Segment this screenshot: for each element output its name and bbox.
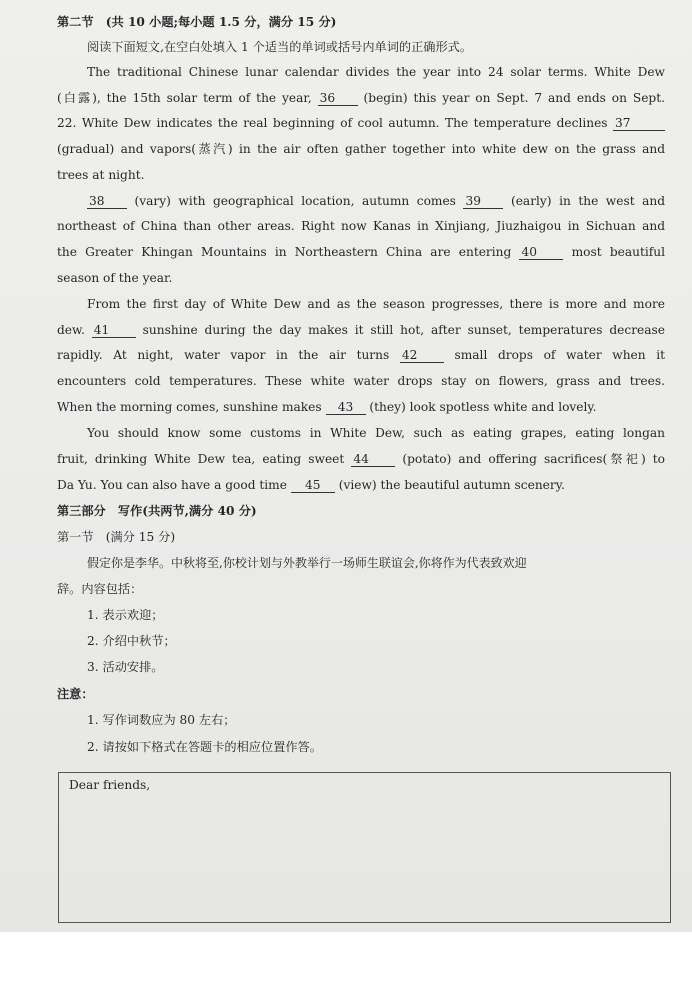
blank-37[interactable]: 37	[613, 116, 665, 131]
blank-38[interactable]: 38	[87, 194, 127, 209]
passage-line: From the first day of White Dew and as the season progresses, there is more and more	[87, 297, 665, 311]
instruction: 阅读下面短文,在空白处填入 1 个适当的单词或括号内单词的正确形式。	[87, 40, 473, 54]
passage-line	[57, 451, 665, 467]
passage-text: sunshine during the day makes it still hot, after sunset, temperatures decrease	[142, 323, 665, 337]
passage-text: fruit, drinking White Dew tea, eating sweet	[57, 452, 345, 466]
passage-text: the Greater Khingan Mountains in Northeastern China are entering	[57, 245, 512, 259]
note-item: 2. 请按如下格式在答题卡的相应位置作答。	[87, 740, 322, 754]
passage-line: northeast of China than other areas. Right now Kanas in Xinjiang, Jiuzhaigou in Sichuan and	[57, 219, 665, 233]
passage-line: The traditional Chinese lunar calendar divides the year into 24 solar terms. White Dew	[87, 65, 665, 79]
passage-line: You should know some customs in White Dew, such as eating grapes, eating longan	[87, 426, 665, 440]
passage-text: 22. White Dew indicates the real beginning of cool autumn. The temperature declines	[57, 116, 608, 130]
passage-line	[57, 347, 665, 363]
passage-line	[57, 244, 665, 260]
passage-line: encounters cold temperatures. These white water drops stay on flowers, grass and trees.	[57, 374, 665, 388]
passage-line	[57, 115, 665, 131]
passage-line: (gradual) and vapors(蒸汽) in the air often gather together into white dew on the grass and	[57, 142, 665, 156]
blank-42[interactable]: 42	[400, 348, 444, 363]
content-item: 3. 活动安排。	[87, 660, 164, 674]
writing-prompt: 假定你是李华。中秋将至,你校计划与外教举行一场师生联谊会,你将作为代表致欢迎	[87, 556, 527, 570]
blank-44[interactable]: 44	[351, 452, 395, 467]
note-label: 注意：	[57, 687, 94, 701]
blank-36[interactable]: 36	[318, 91, 358, 106]
passage-line	[57, 399, 665, 415]
greeting: Dear friends,	[69, 778, 151, 792]
blank-43[interactable]: 43	[326, 400, 366, 415]
passage-text: (白露), the 15th solar term of the year,	[57, 91, 312, 105]
blank-40[interactable]: 40	[519, 245, 563, 260]
passage-line: trees at night.	[57, 168, 145, 182]
passage-text: (begin) this year on Sept. 7 and ends on Sept.	[363, 91, 666, 105]
passage-text: (potato) and offering sacrifices(祭祀) to	[402, 452, 666, 466]
content-item: 2. 介绍中秋节；	[87, 634, 176, 648]
blank-41[interactable]: 41	[92, 323, 136, 338]
passage-text: (they) look spotless white and lovely.	[369, 400, 597, 414]
section-heading: 第二节 (共 10 小题;每小题 1.5 分，满分 15 分)	[57, 15, 337, 29]
passage-line	[87, 193, 665, 209]
passage-line	[57, 322, 665, 338]
passage-text: small drops of water when it	[454, 348, 666, 362]
passage-line: season of the year.	[57, 271, 173, 285]
content-item: 1. 表示欢迎；	[87, 608, 164, 622]
passage-text: (early) in the west and	[510, 194, 666, 208]
passage-text: (vary) with geographical location, autumn comes	[134, 194, 456, 208]
passage-text: rapidly. At night, water vapor in the air turns	[57, 348, 390, 362]
writing-prompt: 辞。内容包括：	[57, 582, 143, 596]
passage-line	[57, 477, 665, 493]
passage-text: dew.	[57, 323, 85, 337]
blank-39[interactable]: 39	[463, 194, 503, 209]
passage-text: When the morning comes, sunshine makes	[57, 400, 322, 414]
passage-text: (view) the beautiful autumn scenery.	[338, 478, 565, 492]
passage-text: most beautiful	[571, 245, 666, 259]
answer-box[interactable]	[58, 772, 671, 923]
passage-line	[57, 90, 665, 106]
section-heading: 第一节 (满分 15 分)	[57, 530, 176, 544]
blank-45[interactable]: 45	[291, 478, 335, 493]
part-heading: 第三部分 写作(共两节,满分 40 分)	[57, 504, 257, 518]
passage-text: Da Yu. You can also have a good time	[57, 478, 287, 492]
note-item: 1. 写作词数应为 80 左右；	[87, 713, 236, 727]
